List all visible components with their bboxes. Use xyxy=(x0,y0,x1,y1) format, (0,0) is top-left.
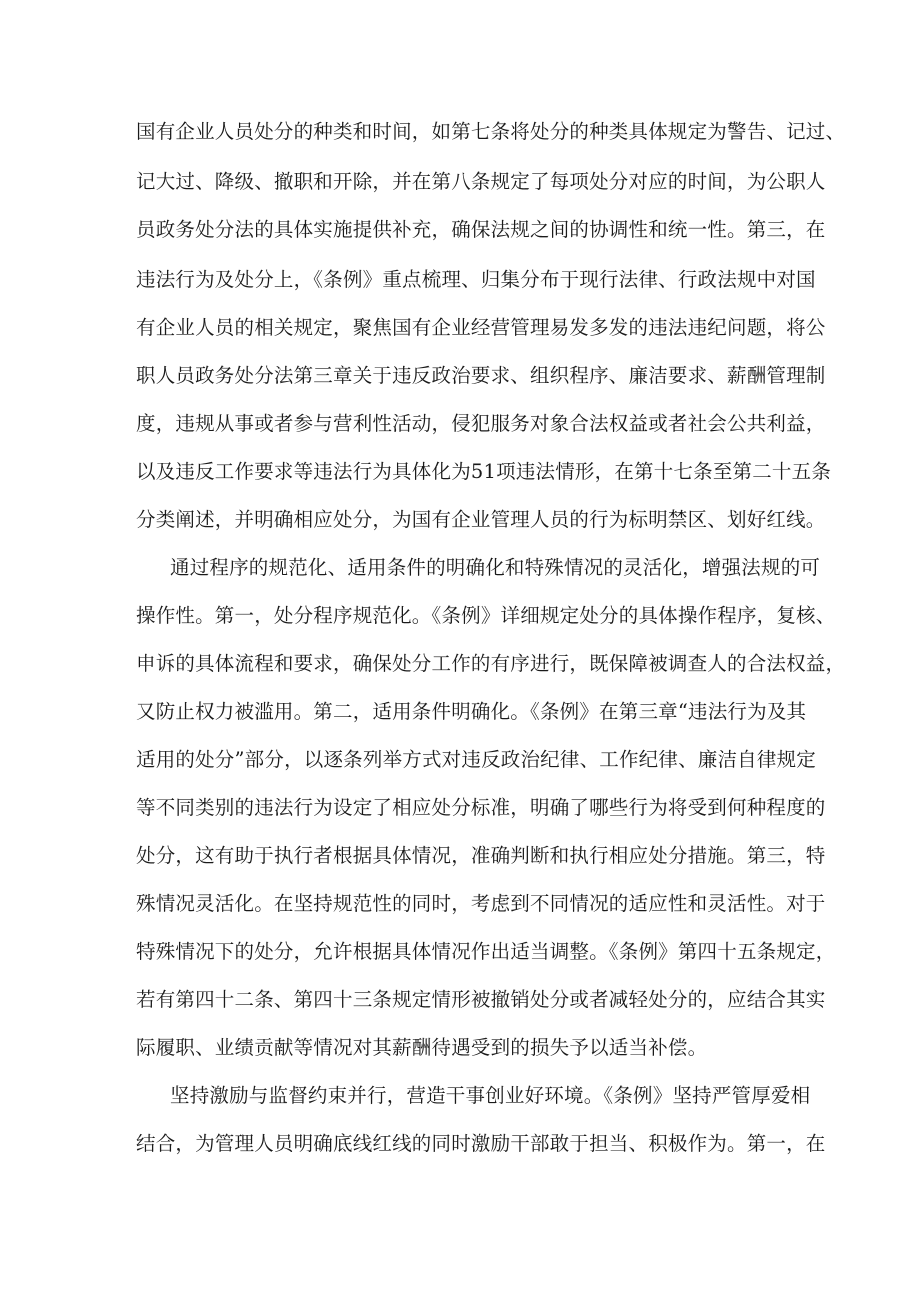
text-line-5: 有企业人员的相关规定，聚焦国有企业经营管理易发多发的违法违纪问题，将公 xyxy=(136,316,826,339)
text-line-3: 员政务处分法的具体实施提供补充，确保法规之间的协调性和统一性。第三，在 xyxy=(136,218,826,241)
text-line-10: 通过程序的规范化、适用条件的明确化和特殊情况的灵活化，增强法规的可 xyxy=(170,556,821,579)
text-line-21: 坚持激励与监督约束并行，营造干事创业好环境。《条例》坚持严管厚爱相 xyxy=(170,1084,811,1107)
text-line-2: 记大过、降级、撤职和开除，并在第八条规定了每项处分对应的时间，为公职人 xyxy=(136,170,826,193)
text-line-19: 若有第四十二条、第四十三条规定情形被撤销处分或者减轻处分的，应结合其实 xyxy=(136,988,826,1011)
text-line-1: 国有企业人员处分的种类和时间，如第七条将处分的种类具体规定为警告、记过、 xyxy=(136,120,846,143)
text-line-11: 操作性。第一，处分程序规范化。《条例》详细规定处分的具体操作程序，复核、 xyxy=(136,604,836,627)
text-line-4: 违法行为及处分上，《条例》重点梳理、归集分布于现行法律、行政法规中对国 xyxy=(136,268,816,291)
text-line-15: 等不同类别的违法行为设定了相应处分标准，明确了哪些行为将受到何种程度的 xyxy=(136,796,826,819)
text-line-14: 适用的处分”部分，以逐条列举方式对违反政治纪律、工作纪律、廉洁自律规定 xyxy=(136,748,816,771)
text-line-20: 际履职、业绩贡献等情况对其薪酬待遇受到的损失予以适当补偿。 xyxy=(136,1036,708,1059)
text-line-22: 结合，为管理人员明确底线红线的同时激励干部敢于担当、积极作为。第一，在 xyxy=(136,1132,826,1155)
text-line-16: 处分，这有助于执行者根据具体情况，准确判断和执行相应处分措施。第三，特 xyxy=(136,844,826,867)
text-line-6: 职人员政务处分法第三章关于违反政治要求、组织程序、廉洁要求、薪酬管理制 xyxy=(136,364,826,387)
text-line-9: 分类阐述，并明确相应处分，为国有企业管理人员的行为标明禁区、划好红线。 xyxy=(136,508,826,531)
text-line-8: 以及违反工作要求等违法行为具体化为51项违法情形，在第十七条至第二十五条 xyxy=(136,460,832,483)
text-line-13: 又防止权力被滥用。第二，适用条件明确化。《条例》在第三章“违法行为及其 xyxy=(136,700,807,723)
text-line-17: 殊情况灵活化。在坚持规范性的同时，考虑到不同情况的适应性和灵活性。对于 xyxy=(136,892,826,915)
text-line-12: 申诉的具体流程和要求，确保处分工作的有序进行，既保障被调查人的合法权益， xyxy=(136,652,846,675)
text-line-18: 特殊情况下的处分，允许根据具体情况作出适当调整。《条例》第四十五条规定， xyxy=(136,940,836,963)
text-line-7: 度，违规从事或者参与营利性活动，侵犯服务对象合法权益或者社会公共利益， xyxy=(136,412,826,435)
